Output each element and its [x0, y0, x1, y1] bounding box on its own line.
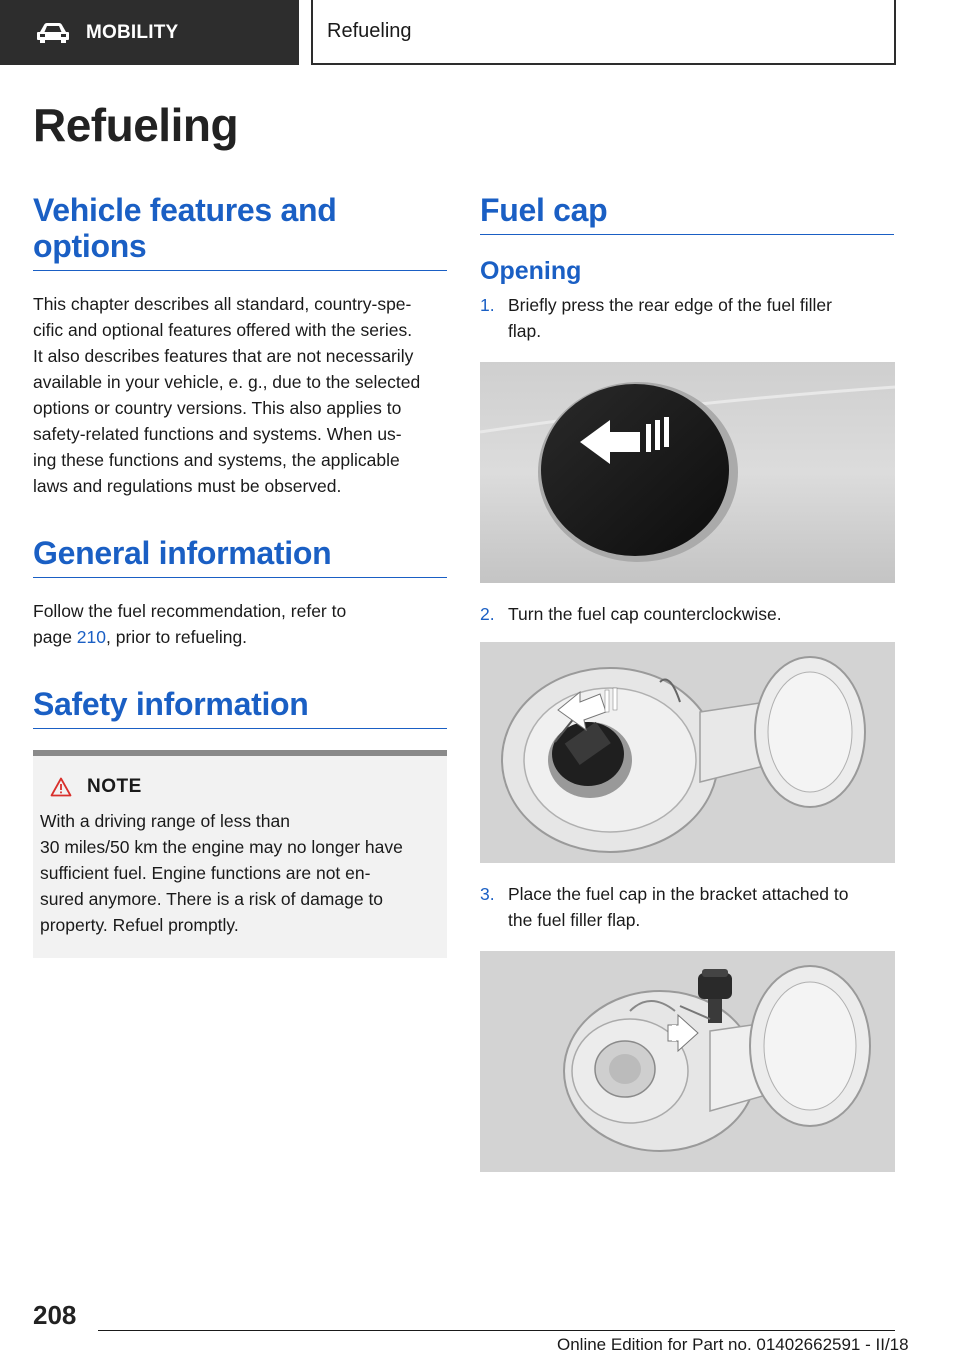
left-column: [33, 192, 447, 958]
vehicle-features-heading-line2: options: [33, 228, 147, 264]
fuel-cap-section: [480, 192, 894, 235]
step-text-line: Place the fuel cap in the bracket attached to: [508, 884, 849, 904]
note-line: sured anymore. There is a risk of damage to: [40, 889, 384, 909]
turn-fuel-cap-illustration: [480, 642, 895, 863]
text-segment: , prior to refueling.: [106, 627, 248, 647]
step-number: 1.: [480, 295, 495, 315]
step-text-line: flap.: [508, 321, 542, 341]
breadcrumb: [311, 0, 896, 65]
footer-divider: [98, 1330, 895, 1331]
note-header: [40, 776, 439, 798]
opening-subheading: Opening: [480, 257, 582, 285]
page-reference-link[interactable]: 210: [76, 627, 106, 647]
right-column: [480, 192, 894, 1172]
car-icon: [36, 22, 70, 44]
text-line: cific and optional features offered with the series.: [33, 320, 413, 340]
text-line: This chapter describes all standard, country-spe‐: [33, 294, 412, 314]
step-text: [508, 292, 832, 344]
text-line: options or country versions. This also applies to: [33, 398, 402, 418]
header-section-tab: [0, 0, 299, 65]
step-text-line: Briefly press the rear edge of the fuel filler: [508, 295, 832, 315]
text-line: ing these functions and systems, the applicable: [33, 450, 400, 470]
step-text-line: Turn the fuel cap counterclockwise.: [508, 604, 782, 624]
vehicle-features-heading: [33, 192, 447, 271]
note-title: NOTE: [87, 776, 142, 797]
text-line: available in your vehicle, e. g., due to the selected: [33, 372, 421, 392]
fuel-cap-heading: Fuel cap: [480, 192, 608, 228]
note-line: sufficient fuel. Engine functions are not en‐: [40, 863, 371, 883]
step-1: [480, 292, 894, 344]
turn-fuel-cap-image: [480, 642, 895, 863]
text-line: It also describes features that are not necessarily: [33, 346, 414, 366]
page-number: 208: [33, 1300, 77, 1330]
note-line: property. Refuel promptly.: [40, 915, 239, 935]
edition-note: Online Edition for Part no. 01402662591 - II/18: [557, 1335, 909, 1354]
fuel-filler-flap-illustration: [480, 362, 895, 583]
general-information-text: [33, 598, 447, 650]
breadcrumb-label: Refueling: [327, 20, 412, 42]
note-box: [33, 750, 447, 958]
text-line: Follow the fuel recommendation, refer to: [33, 601, 347, 621]
safety-information-heading: Safety information: [33, 686, 309, 722]
general-information-heading: General information: [33, 535, 332, 571]
fuel-filler-flap-image: [480, 362, 895, 583]
vehicle-features-heading-line1: Vehicle features and: [33, 192, 337, 228]
warning-triangle-icon: [50, 777, 72, 797]
fuel-cap-bracket-illustration: [480, 951, 895, 1172]
fuel-cap-bracket-image: [480, 951, 895, 1172]
vehicle-features-text: [33, 291, 447, 499]
step-2: [480, 601, 894, 627]
note-line: With a driving range of less than: [40, 811, 290, 831]
step-text-line: the fuel filler flap.: [508, 910, 641, 930]
page-title: Refueling: [33, 99, 239, 151]
text-line: laws and regulations must be observed.: [33, 476, 342, 496]
general-information-section: [33, 535, 447, 578]
note-line: 30 miles/50 km the engine may no longer have: [40, 837, 403, 857]
step-text: [508, 601, 782, 627]
step-text: [508, 881, 849, 933]
text-line: safety-related functions and systems. When us‐: [33, 424, 402, 444]
step-number: 3.: [480, 884, 495, 904]
step-3: [480, 881, 894, 933]
safety-information-section: [33, 686, 447, 729]
section-label: MOBILITY: [86, 21, 179, 43]
text-segment: page: [33, 627, 77, 647]
text-line: [33, 624, 447, 650]
step-number: 2.: [480, 604, 495, 624]
